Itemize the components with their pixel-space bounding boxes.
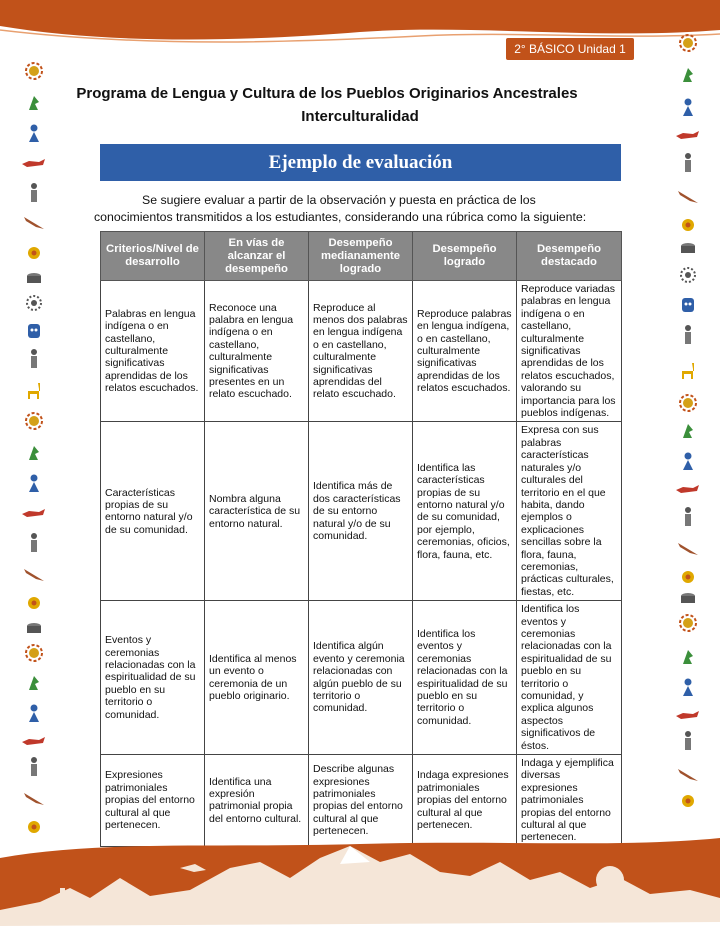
intro-paragraph: Se sugiere evaluar a partir de la observación y puesta en práctica de los conocimientos transmitidos a los estudiantes, considerando una rúbrica como la siguiente: — [94, 193, 587, 224]
table-cell: Identifica una expresión patrimonial propia del entorno cultural. — [205, 755, 309, 847]
fox-icon — [20, 502, 48, 524]
person-icon — [674, 730, 702, 752]
table-cell: Reconoce una palabra en lengua indígena o en castellano, culturalmente significativas presentes en un relato escuchado. — [205, 281, 309, 422]
condor-icon — [674, 186, 702, 208]
rubric-header-row — [101, 232, 622, 281]
condor-icon — [674, 538, 702, 560]
figure-icon — [674, 450, 702, 472]
condor-icon — [20, 788, 48, 810]
flower-icon — [674, 566, 702, 588]
table-cell: Identifica al menos un evento o ceremonia de un pueblo originario. — [205, 601, 309, 755]
table-cell: Identifica algún evento y ceremonia relacionadas con algún pueblo de su territorio o comunidad. — [309, 601, 413, 755]
header-level-1: En vías de alcanzar el desempeño — [205, 232, 309, 281]
criteria-cell: Expresiones patrimoniales propias del entorno cultural al que pertenecen. — [101, 755, 205, 847]
bird-icon — [20, 442, 48, 464]
fox-icon — [20, 730, 48, 752]
table-cell: Indaga expresiones patrimoniales propias del entorno cultural al que pertenecen. — [413, 755, 517, 847]
fox-icon — [674, 124, 702, 146]
condor-icon — [20, 564, 48, 586]
header-criteria: Criterios/Nivel de desarrollo — [101, 232, 205, 281]
person-icon — [674, 152, 702, 174]
page-subtitle: Interculturalidad — [301, 108, 419, 125]
drum-icon — [20, 618, 48, 640]
star-icon — [674, 264, 702, 286]
sun-icon — [674, 392, 702, 414]
rubric-table — [100, 231, 622, 847]
figure-icon — [674, 676, 702, 698]
star-icon — [20, 292, 48, 314]
table-cell: Identifica los eventos y ceremonias relacionadas con la espiritualidad de su pueblo en su territorio o comunidad. — [413, 601, 517, 755]
header-level-2: Desempeño medianamente logrado — [309, 232, 413, 281]
person-icon — [674, 506, 702, 528]
sun-icon — [20, 642, 48, 664]
table-cell: Reproduce palabras en lengua indígena, o en castellano, culturalmente significativas aprendidas de los relatos escuchados. — [413, 281, 517, 422]
table-row — [101, 422, 622, 601]
flower-icon — [674, 790, 702, 812]
criteria-cell: Eventos y ceremonias relacionadas con la espiritualidad de su pueblo en su territorio o comunidad. — [101, 601, 205, 755]
landscape-illustration — [0, 818, 720, 932]
table-cell: Indaga y ejemplifica diversas expresiones patrimoniales propias del entorno cultural al que pertenecen. — [517, 755, 622, 847]
flower-icon — [674, 214, 702, 236]
fox-icon — [20, 152, 48, 174]
criteria-cell: Palabras en lengua indígena o en castellano, culturalmente significativas aprendidas de los relatos escuchados. — [101, 281, 205, 422]
llama-icon — [674, 360, 702, 382]
program-title: Programa de Lengua y Cultura de los Pueblos Originarios Ancestrales — [76, 85, 578, 102]
header-level-4: Desempeño destacado — [517, 232, 622, 281]
flower-icon — [20, 242, 48, 264]
bird-icon — [674, 420, 702, 442]
drum-icon — [20, 268, 48, 290]
person-icon — [20, 756, 48, 778]
criteria-cell: Características propias de su entorno natural y/o de su comunidad. — [101, 422, 205, 601]
sun-icon — [674, 612, 702, 634]
table-cell: Identifica más de dos características de su entorno natural y/o de su comunidad. — [309, 422, 413, 601]
bird-icon — [674, 64, 702, 86]
table-row — [101, 601, 622, 755]
header-level-3: Desempeño logrado — [413, 232, 517, 281]
llama-icon — [20, 380, 48, 402]
mask-icon — [20, 320, 48, 342]
drum-icon — [674, 238, 702, 260]
fox-icon — [674, 704, 702, 726]
table-cell: Identifica los eventos y ceremonias relacionadas con la espiritualidad de su pueblo en su territorio o comunidad, y explica algunos aspectos significativos de éstos. — [517, 601, 622, 755]
table-row — [101, 281, 622, 422]
table-cell: Reproduce variadas palabras en lengua indígena o en castellano, culturalmente significativas aprendidas de los relatos escuchados, valorando su importancia para los pueblos indígenas. — [517, 281, 622, 422]
figure-icon — [20, 122, 48, 144]
table-cell: Describe algunas expresiones patrimoniales propias del entorno cultural al que pertenecen. — [309, 755, 413, 847]
mask-icon — [674, 294, 702, 316]
flower-icon — [20, 592, 48, 614]
table-cell: Expresa con sus palabras características naturales y/o culturales del territorio en el que habita, dando ejemplos o explicaciones sencillas sobre la flora, fauna, ceremonias, prácticas culturales, fiestas, etc. — [517, 422, 622, 601]
sun-icon — [674, 32, 702, 54]
table-cell: Identifica las características propias de su entorno natural y/o de su comunidad, por ejemplo, ceremonias, oficios, flora, fauna, etc. — [413, 422, 517, 601]
sun-icon — [20, 410, 48, 432]
fox-icon — [674, 478, 702, 500]
section-title: Ejemplo de evaluación — [100, 144, 621, 181]
table-cell: Nombra alguna característica de su entorno natural. — [205, 422, 309, 601]
condor-icon — [20, 212, 48, 234]
bird-icon — [20, 672, 48, 694]
person-icon — [20, 182, 48, 204]
person-icon — [674, 324, 702, 346]
drum-icon — [674, 588, 702, 610]
person-icon — [20, 348, 48, 370]
figure-icon — [20, 702, 48, 724]
grade-badge: 2° BÁSICO Unidad 1 — [506, 38, 634, 60]
table-cell: Reproduce al menos dos palabras en lengua indígena o en castellano, culturalmente significativas aprendidas del relato escuchado. — [309, 281, 413, 422]
figure-icon — [20, 472, 48, 494]
bird-icon — [674, 646, 702, 668]
sun-icon — [20, 60, 48, 82]
condor-icon — [674, 764, 702, 786]
person-icon — [20, 532, 48, 554]
